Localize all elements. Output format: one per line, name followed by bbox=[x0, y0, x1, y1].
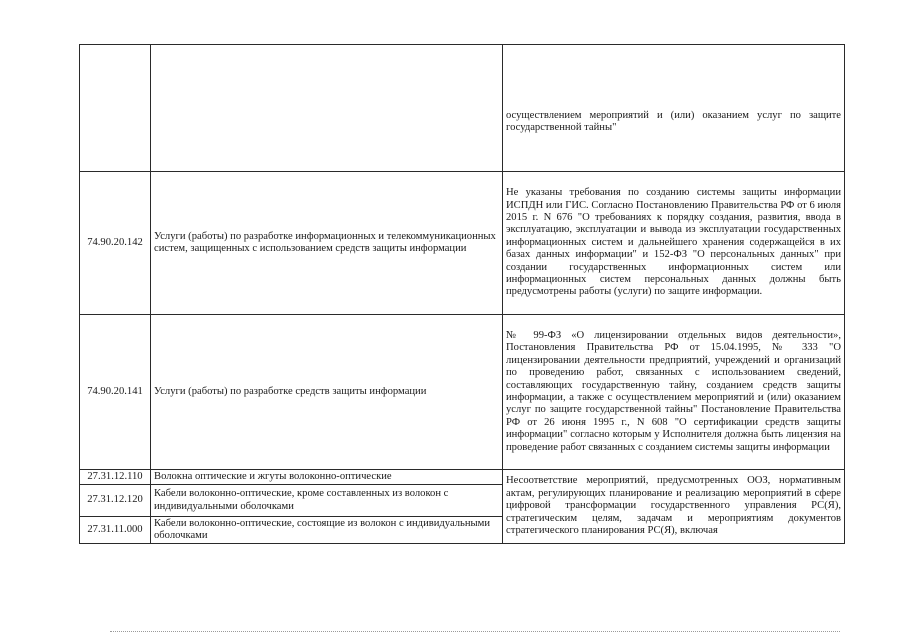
remark-cell: № 99-ФЗ «О лицензировании отдельных видов деятельности», Постановления Правительства РФ от 15.04.1995, № 333 "О лицензировании деятельности предприятий, учреждений и организаций по проведению работ, связанных с использованием сведений, составляющих государственную тайну, созданием средств защиты информации, а также с осуществлением мероприятий и (или) оказанием услуг по защите государственной тайны" Постановление Правительства РФ от 26 июня 1995 г., N 608 "О сертификации средств защиты информации" согласно которым у Исполнителя должна быть лицензия на проведение работ связанных с созданием системы защиты информации bbox=[503, 315, 845, 470]
remark-cell: Несоответствие мероприятий, предусмотренных ООЗ, нормативным актам, регулирующих планирование и реализацию мероприятий в сфере цифровой трансформации государственного управления РС(Я), стратегическим целям, задачам и мероприятиям документов стратегического планирования РС(Я), включая bbox=[503, 470, 845, 544]
service-description-cell: Кабели волоконно-оптические, кроме составленных из волокон с индивидуальными оболочками bbox=[151, 485, 503, 517]
okpd-code-cell: 74.90.20.141 bbox=[80, 315, 151, 470]
table-row bbox=[80, 45, 845, 172]
service-description-cell bbox=[151, 45, 503, 172]
okpd-code-cell: 27.31.12.120 bbox=[80, 485, 151, 517]
okpd-code-cell: 27.31.11.000 bbox=[80, 517, 151, 544]
service-description-cell: Кабели волоконно-оптические, состоящие из волокон с индивидуальными оболочками bbox=[151, 517, 503, 544]
table-row bbox=[80, 172, 845, 315]
remark-cell: осуществлением мероприятий и (или) оказанием услуг по защите государственной тайны" bbox=[503, 45, 845, 172]
service-description-cell: Услуги (работы) по разработке информационных и телекоммуникационных систем, защищенных с использованием средств защиты информации bbox=[151, 172, 503, 315]
okpd-code-cell bbox=[80, 45, 151, 172]
table-row bbox=[80, 470, 845, 485]
remark-cell: Не указаны требования по созданию системы защиты информации ИСПДН или ГИС. Согласно Постановлению Правительства РФ от 6 июля 2015 г. N 676 "О требованиях к порядку создания, развития, ввода в эксплуатацию, эксплуатации и вывода из эксплуатации государственных информационных систем и дальнейшего хранения содержащейся в их базах данных информации" и 152-ФЗ "О персональных данных" при создании государственных информационных систем или информационных систем персональных данных должны быть предусмотрены работы (услуги) по защите информации. bbox=[503, 172, 845, 315]
table-row bbox=[80, 315, 845, 470]
page-bottom-dotted-line bbox=[110, 631, 840, 633]
requirements-table bbox=[79, 44, 845, 544]
okpd-code-cell: 27.31.12.110 bbox=[80, 470, 151, 485]
service-description-cell: Волокна оптические и жгуты волоконно-оптические bbox=[151, 470, 503, 485]
service-description-cell: Услуги (работы) по разработке средств защиты информации bbox=[151, 315, 503, 470]
okpd-code-cell: 74.90.20.142 bbox=[80, 172, 151, 315]
